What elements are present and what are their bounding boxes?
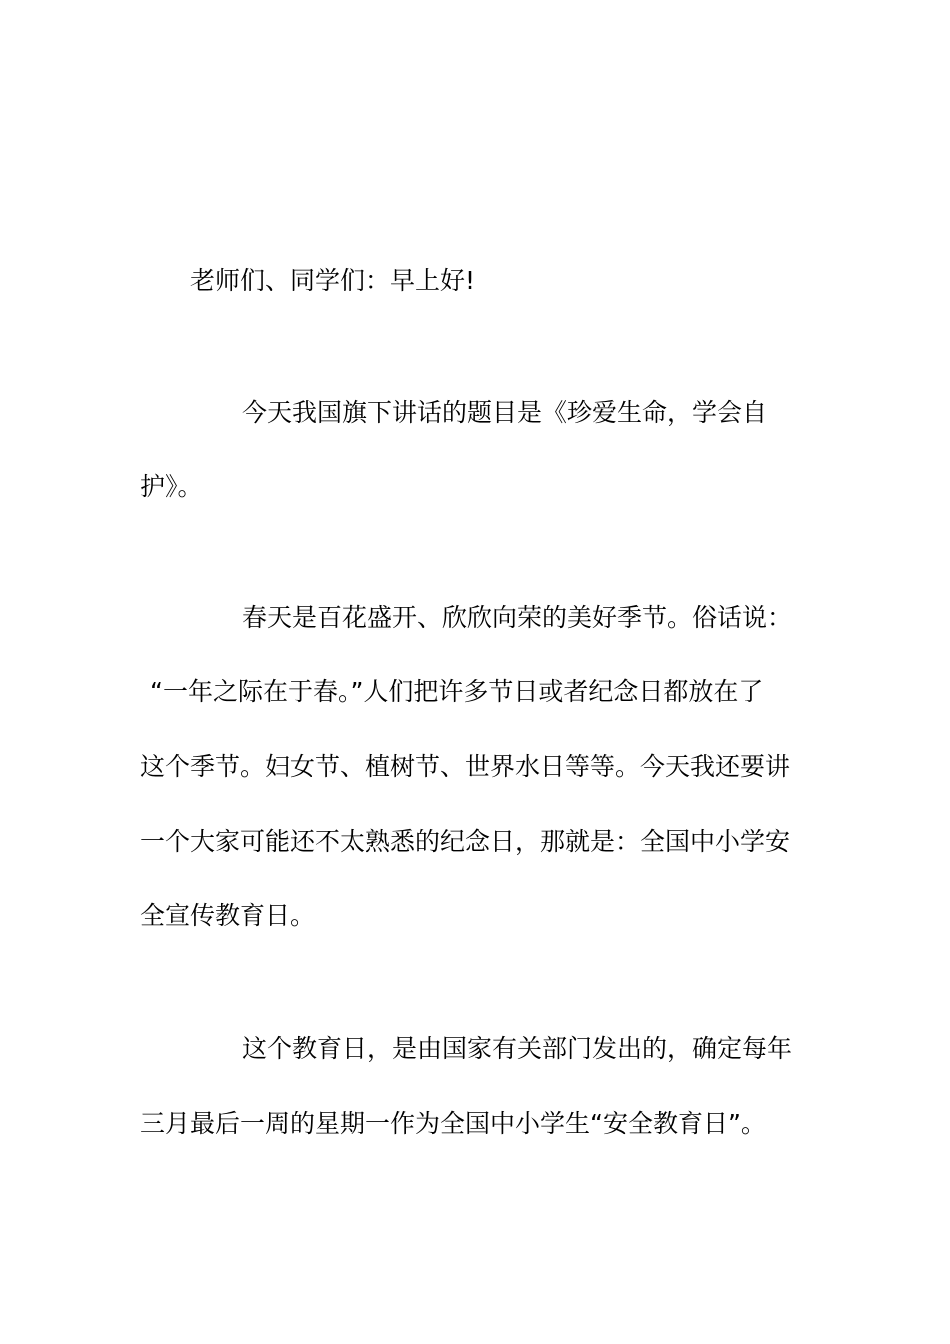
paragraph-line: 全宣传教育日。 [140,901,316,930]
paragraph-line: 一个大家可能还不太熟悉的纪念日，那就是：全国中小学安 [140,827,791,856]
paragraph-line: 这个教育日，是由国家有关部门发出的，确定每年 [242,1034,793,1063]
salutation: 老师们、同学们：早上好! [190,266,476,295]
paragraph-line: 这个季节。妇女节、植树节、世界水日等等。今天我还要讲 [140,752,791,781]
paragraph-line: 春天是百花盛开、欣欣向荣的美好季节。俗话说： [242,603,793,632]
paragraph-line: 护》。 [140,472,203,501]
paragraph-line: 今天我国旗下讲话的题目是《珍爱生命，学会自 [242,398,768,427]
paragraph-line: “一年之际在于春。”人们把许多节日或者纪念日都放在了 [150,677,764,706]
paragraph-line: 三月最后一周的星期一作为全国中小学生“安全教育日”。 [140,1109,766,1138]
